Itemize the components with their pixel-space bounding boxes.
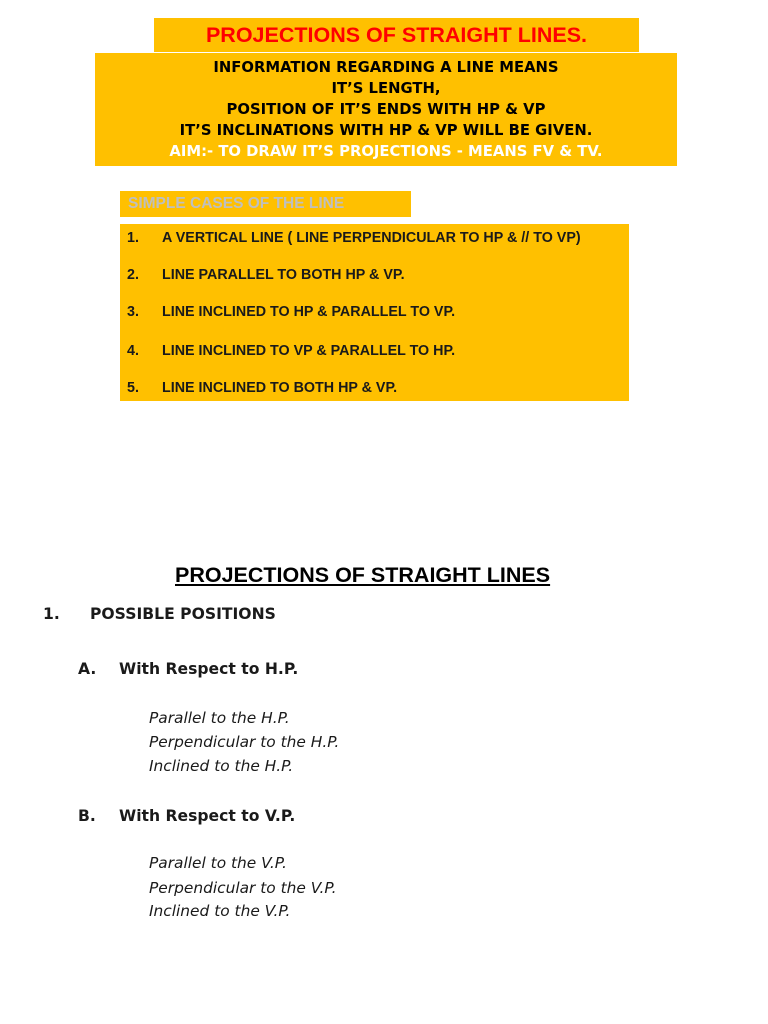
position-item: Perpendicular to the H.P. <box>149 733 340 751</box>
position-item: Parallel to the H.P. <box>149 709 290 727</box>
aim-line: AIM:- TO DRAW IT’S PROJECTIONS - MEANS FV & TV. <box>169 143 603 160</box>
info-line: IT’S LENGTH, <box>331 80 441 97</box>
subsection-letter: A. <box>78 660 97 678</box>
slide-title: PROJECTIONS OF STRAIGHT LINES. <box>154 18 639 52</box>
position-item: Inclined to the H.P. <box>149 757 294 775</box>
simple-cases-header: SIMPLE CASES OF THE LINE <box>120 191 411 217</box>
case-number: 1. <box>127 230 139 246</box>
info-line: IT’S INCLINATIONS WITH HP & VP WILL BE GIVEN. <box>179 122 593 139</box>
position-item: Perpendicular to the V.P. <box>149 879 337 897</box>
position-item: Parallel to the V.P. <box>149 854 287 872</box>
subsection-letter: B. <box>78 807 96 825</box>
case-number: 5. <box>127 380 139 396</box>
subsection-title: With Respect to H.P. <box>119 660 299 678</box>
case-number: 4. <box>127 343 139 359</box>
case-number: 2. <box>127 267 139 283</box>
case-text: LINE PARALLEL TO BOTH HP & VP. <box>162 267 405 283</box>
cases-list <box>120 224 629 401</box>
page-heading: PROJECTIONS OF STRAIGHT LINES <box>175 563 551 587</box>
case-text: LINE INCLINED TO VP & PARALLEL TO HP. <box>162 343 456 359</box>
case-text: A VERTICAL LINE ( LINE PERPENDICULAR TO HP & // TO VP) <box>162 230 581 246</box>
section-title: POSSIBLE POSITIONS <box>90 605 276 623</box>
case-number: 3. <box>127 304 139 320</box>
position-item: Inclined to the V.P. <box>149 902 291 920</box>
info-line: INFORMATION REGARDING A LINE MEANS <box>213 59 559 76</box>
section-number: 1. <box>43 605 60 623</box>
info-line: POSITION OF IT’S ENDS WITH HP & VP <box>226 101 546 118</box>
subsection-title: With Respect to V.P. <box>119 807 296 825</box>
info-box <box>95 53 677 166</box>
case-text: LINE INCLINED TO BOTH HP & VP. <box>162 380 398 396</box>
case-text: LINE INCLINED TO HP & PARALLEL TO VP. <box>162 304 456 320</box>
